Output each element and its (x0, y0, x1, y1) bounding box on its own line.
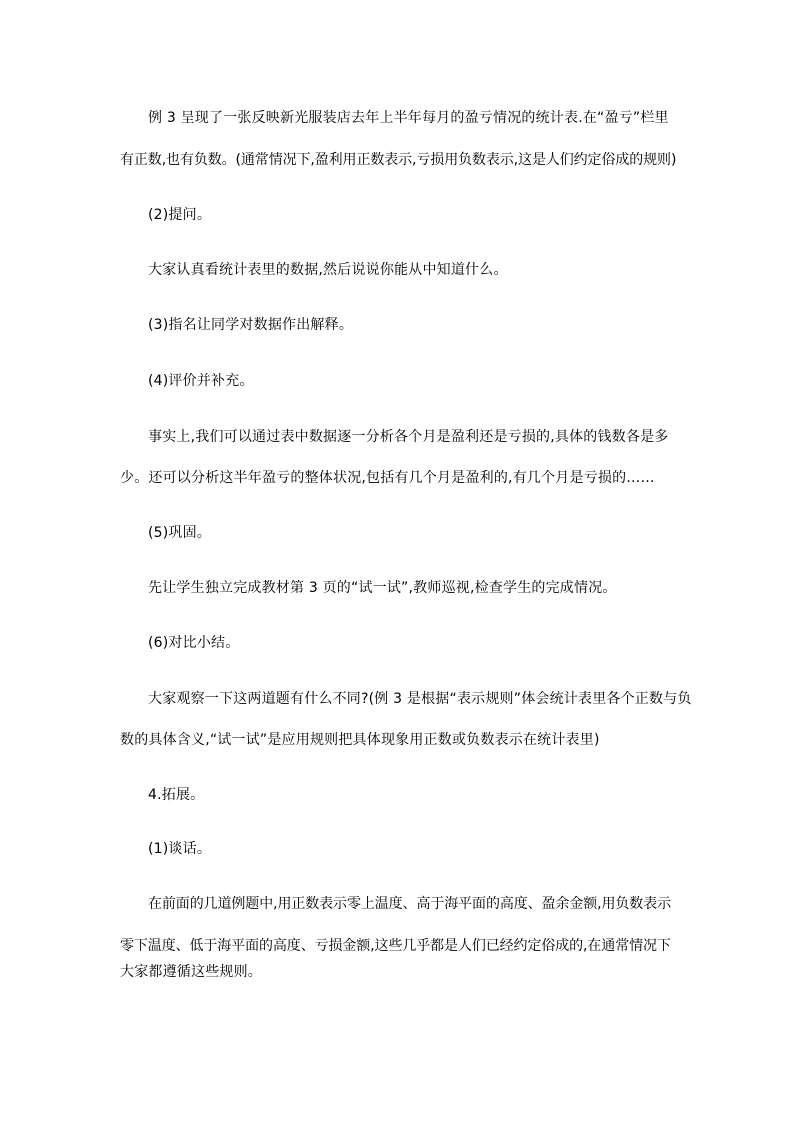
paragraph-analysis-line1: 事实上,我们可以通过表中数据逐一分析各个月是盈利还是亏损的,具体的钱数各是多 (148, 429, 669, 445)
paragraph-practice: 先让学生独立完成教材第 3 页的“试一试”,教师巡视,检查学生的完成情况。 (148, 580, 617, 596)
step-2-heading: (2)提问。 (148, 207, 212, 223)
section-4-heading: 4.拓展。 (148, 787, 205, 803)
step-4-heading: (4)评价并补充。 (148, 373, 254, 389)
paragraph-rules-line3: 大家都遵循这些规则。 (120, 964, 262, 980)
step-3-heading: (3)指名让同学对数据作出解释。 (148, 317, 354, 333)
paragraph-compare-line2: 数的具体含义,“试一试”是应用规则把具体现象用正数或负数表示在统计表里) (120, 732, 600, 748)
paragraph-analysis-line2: 少。还可以分析这半年盈亏的整体状况,包括有几个月是盈利的,有几个月是亏损的…… (120, 470, 655, 486)
step-6-heading: (6)对比小结。 (148, 635, 240, 651)
paragraph-rules-line2: 零下温度、低于海平面的高度、亏损金额,这些几乎都是人们已经约定俗成的,在通常情况下 (120, 938, 671, 954)
step-5-heading: (5)巩固。 (148, 525, 212, 541)
paragraph-example3-line1: 例 3 呈现了一张反映新光服装店去年上半年每月的盈亏情况的统计表.在“盈亏”栏里 (148, 110, 669, 126)
paragraph-compare-line1: 大家观察一下这两道题有什么不同?(例 3 是根据“表示规则”体会统计表里各个正数与负 (148, 691, 692, 707)
step-1-talk-heading: (1)谈话。 (148, 841, 212, 857)
paragraph-example3-line2: 有正数,也有负数。(通常情况下,盈利用正数表示,亏损用负数表示,这是人们约定俗成的规则) (120, 152, 677, 168)
paragraph-look-at-data: 大家认真看统计表里的数据,然后说说你能从中知道什么。 (148, 262, 508, 278)
paragraph-rules-line1: 在前面的几道例题中,用正数表示零上温度、高于海平面的高度、盈余金额,用负数表示 (148, 896, 671, 912)
